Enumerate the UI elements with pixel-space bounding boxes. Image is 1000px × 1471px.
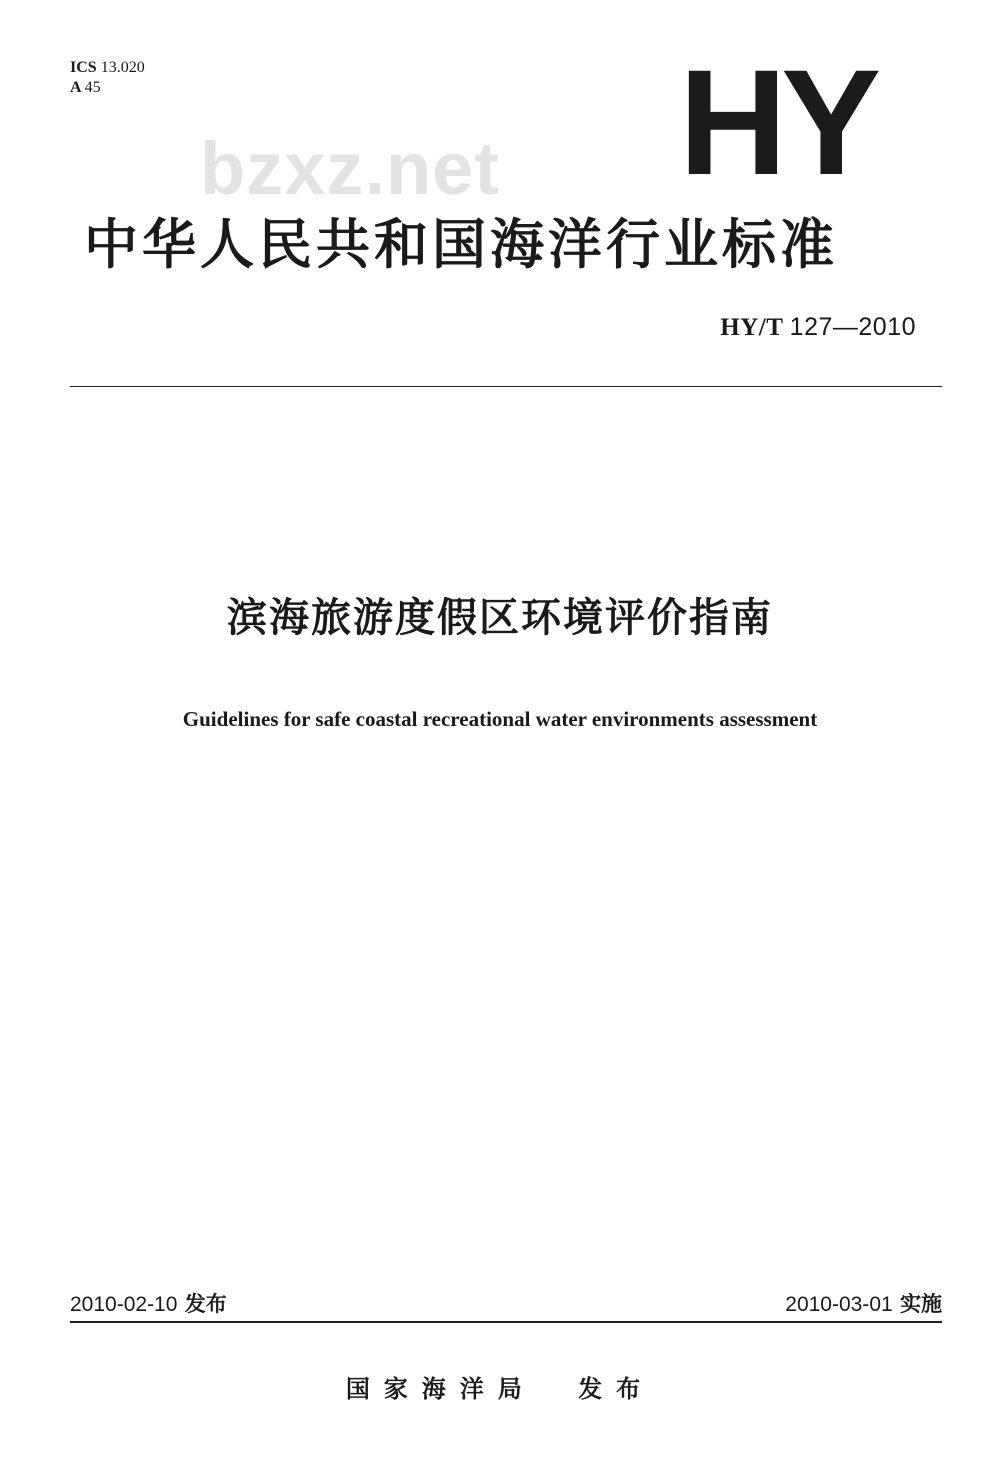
bottom-divider	[70, 1321, 942, 1323]
top-divider	[70, 386, 942, 387]
publisher-line	[0, 1372, 1000, 1406]
implementation-date	[785, 1289, 942, 1320]
ics-label: ICS	[70, 59, 97, 76]
standard-code-prefix: HY/T	[720, 314, 783, 341]
issue-date-value: 2010-02-10	[70, 1293, 178, 1316]
ccs-label: A	[70, 79, 81, 96]
watermark: bzxz.net	[200, 127, 500, 210]
standard-category: 中华人民共和国海洋行业标准	[84, 213, 838, 276]
ics-code: 13.020	[100, 59, 145, 76]
ccs-code: 45	[84, 79, 101, 96]
issue-date-label: 发布	[184, 1292, 227, 1316]
issue-date	[70, 1289, 227, 1320]
document-title-cn: 滨海旅游度假区环境评价指南	[227, 595, 773, 641]
publisher-organization: 国家海洋局	[345, 1375, 536, 1403]
hy-logo: HY	[678, 38, 876, 206]
publisher-action: 发布	[578, 1375, 655, 1403]
document-title-en: Guidelines for safe coastal recreational water environments assessment	[182, 707, 818, 731]
implementation-date-value: 2010-03-01	[785, 1293, 893, 1316]
ics-line	[70, 58, 145, 78]
ccs-line	[70, 78, 145, 98]
implementation-date-label: 实施	[900, 1292, 942, 1316]
classification-block	[70, 58, 145, 98]
standard-code	[720, 313, 916, 342]
standard-code-number: 127—2010	[789, 313, 916, 341]
